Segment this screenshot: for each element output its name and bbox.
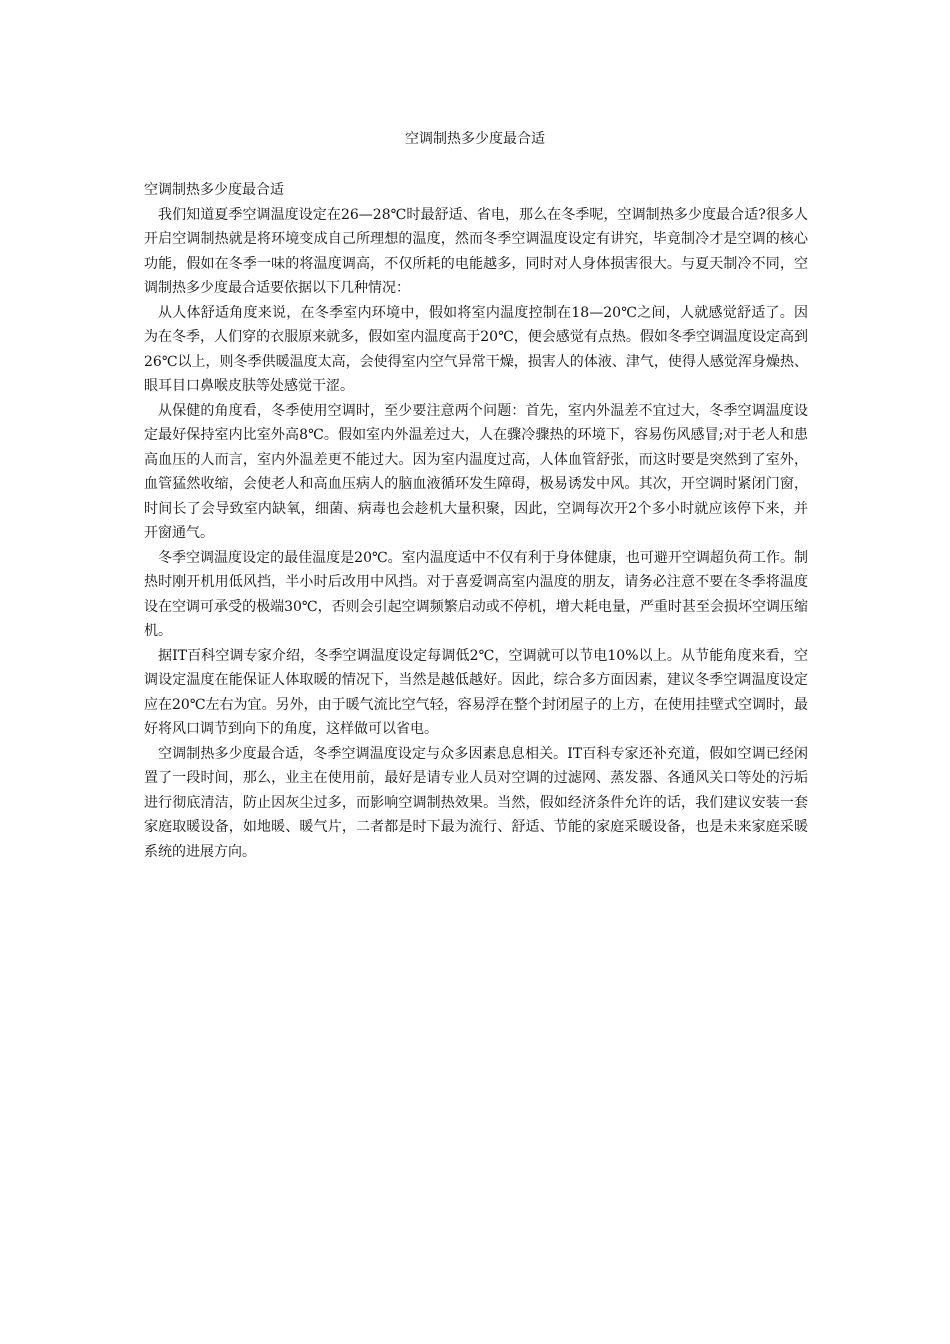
document-body bbox=[144, 178, 808, 864]
paragraph-comfort: 从人体舒适角度来说，在冬季室内环境中，假如将室内温度控制在18—20℃之间，人就感觉舒适了。因为在冬季，人们穿的衣服原来就多，假如室内温度高于20℃，便会感觉有点热。假如冬季空调温度设定高到26℃以上，则冬季供暖温度太高，会使得室内空气异常干燥，损害人的体液、津气，使得人感觉浑身燥热、眼耳目口鼻喉皮肤等处感觉干涩。 bbox=[144, 304, 808, 394]
section-heading: 空调制热多少度最合适 bbox=[144, 182, 284, 198]
paragraph-energy-saving: 据IT百科空调专家介绍，冬季空调温度设定每调低2℃，空调就可以节电10%以上。从节能角度来看，空调设定温度在能保证人体取暖的情况下，当然是越低越好。因此，综合多方面因素，建议冬季空调温度设定应在20℃左右为宜。另外，由于暖气流比空气轻，容易浮在整个封闭屋子的上方，在使用挂壁式空调时，最好将风口调节到向下的角度，这样做可以省电。 bbox=[144, 647, 808, 737]
paragraph-intro: 我们知道夏季空调温度设定在26—28℃时最舒适、省电，那么在冬季呢，空调制热多少度最合适?很多人开启空调制热就是将环境变成自己所理想的温度，然而冬季空调温度设定有讲究，毕竟制冷才是空调的核心功能，假如在冬季一味的将温度调高，不仅所耗的电能越多，同时对人身体损害很大。与夏天制冷不同，空调制热多少度最合适要依据以下几种情况： bbox=[144, 206, 808, 296]
paragraph-best-temperature: 冬季空调温度设定的最佳温度是20℃。室内温度适中不仅有利于身体健康，也可避开空调超负荷工作。制热时刚开机用低风挡，半小时后改用中风挡。对于喜爱调高室内温度的朋友，请务必注意不要在冬季将温度设在空调可承受的极端30℃，否则会引起空调频繁启动或不停机，增大耗电量，严重时甚至会损坏空调压缩机。 bbox=[144, 549, 808, 639]
document-title: 空调制热多少度最合适 bbox=[405, 131, 545, 147]
paragraph-conclusion: 空调制热多少度最合适，冬季空调温度设定与众多因素息息相关。IT百科专家还补充道，假如空调已经闲置了一段时间，那么，业主在使用前，最好是请专业人员对空调的过滤网、蒸发器、各通风关口等处的污垢进行彻底清洁，防止因灰尘过多，而影响空调制热效果。当然，假如经济条件允许的话，我们建议安装一套家庭取暖设备，如地暖、暖气片，二者都是时下最为流行、舒适、节能的家庭采暖设备，也是未来家庭采暖系统的进展方向。 bbox=[144, 745, 808, 860]
paragraph-health: 从保健的角度看，冬季使用空调时，至少要注意两个问题：首先，室内外温差不宜过大，冬季空调温度设定最好保持室内比室外高8℃。假如室内外温差过大，人在骤冷骤热的环境下，容易伤风感冒;对于老人和患高血压的人而言，室内外温差更不能过大。因为室内温度过高，人体血管舒张，而这时要是突然到了室外，血管猛然收缩，会使老人和高血压病人的脑血液循环发生障碍，极易诱发中风。其次，开空调时紧闭门窗，时间长了会导致室内缺氧，细菌、病毒也会趁机大量积聚，因此，空调每次开2个多小时就应该停下来，并开窗通气。 bbox=[144, 402, 808, 541]
